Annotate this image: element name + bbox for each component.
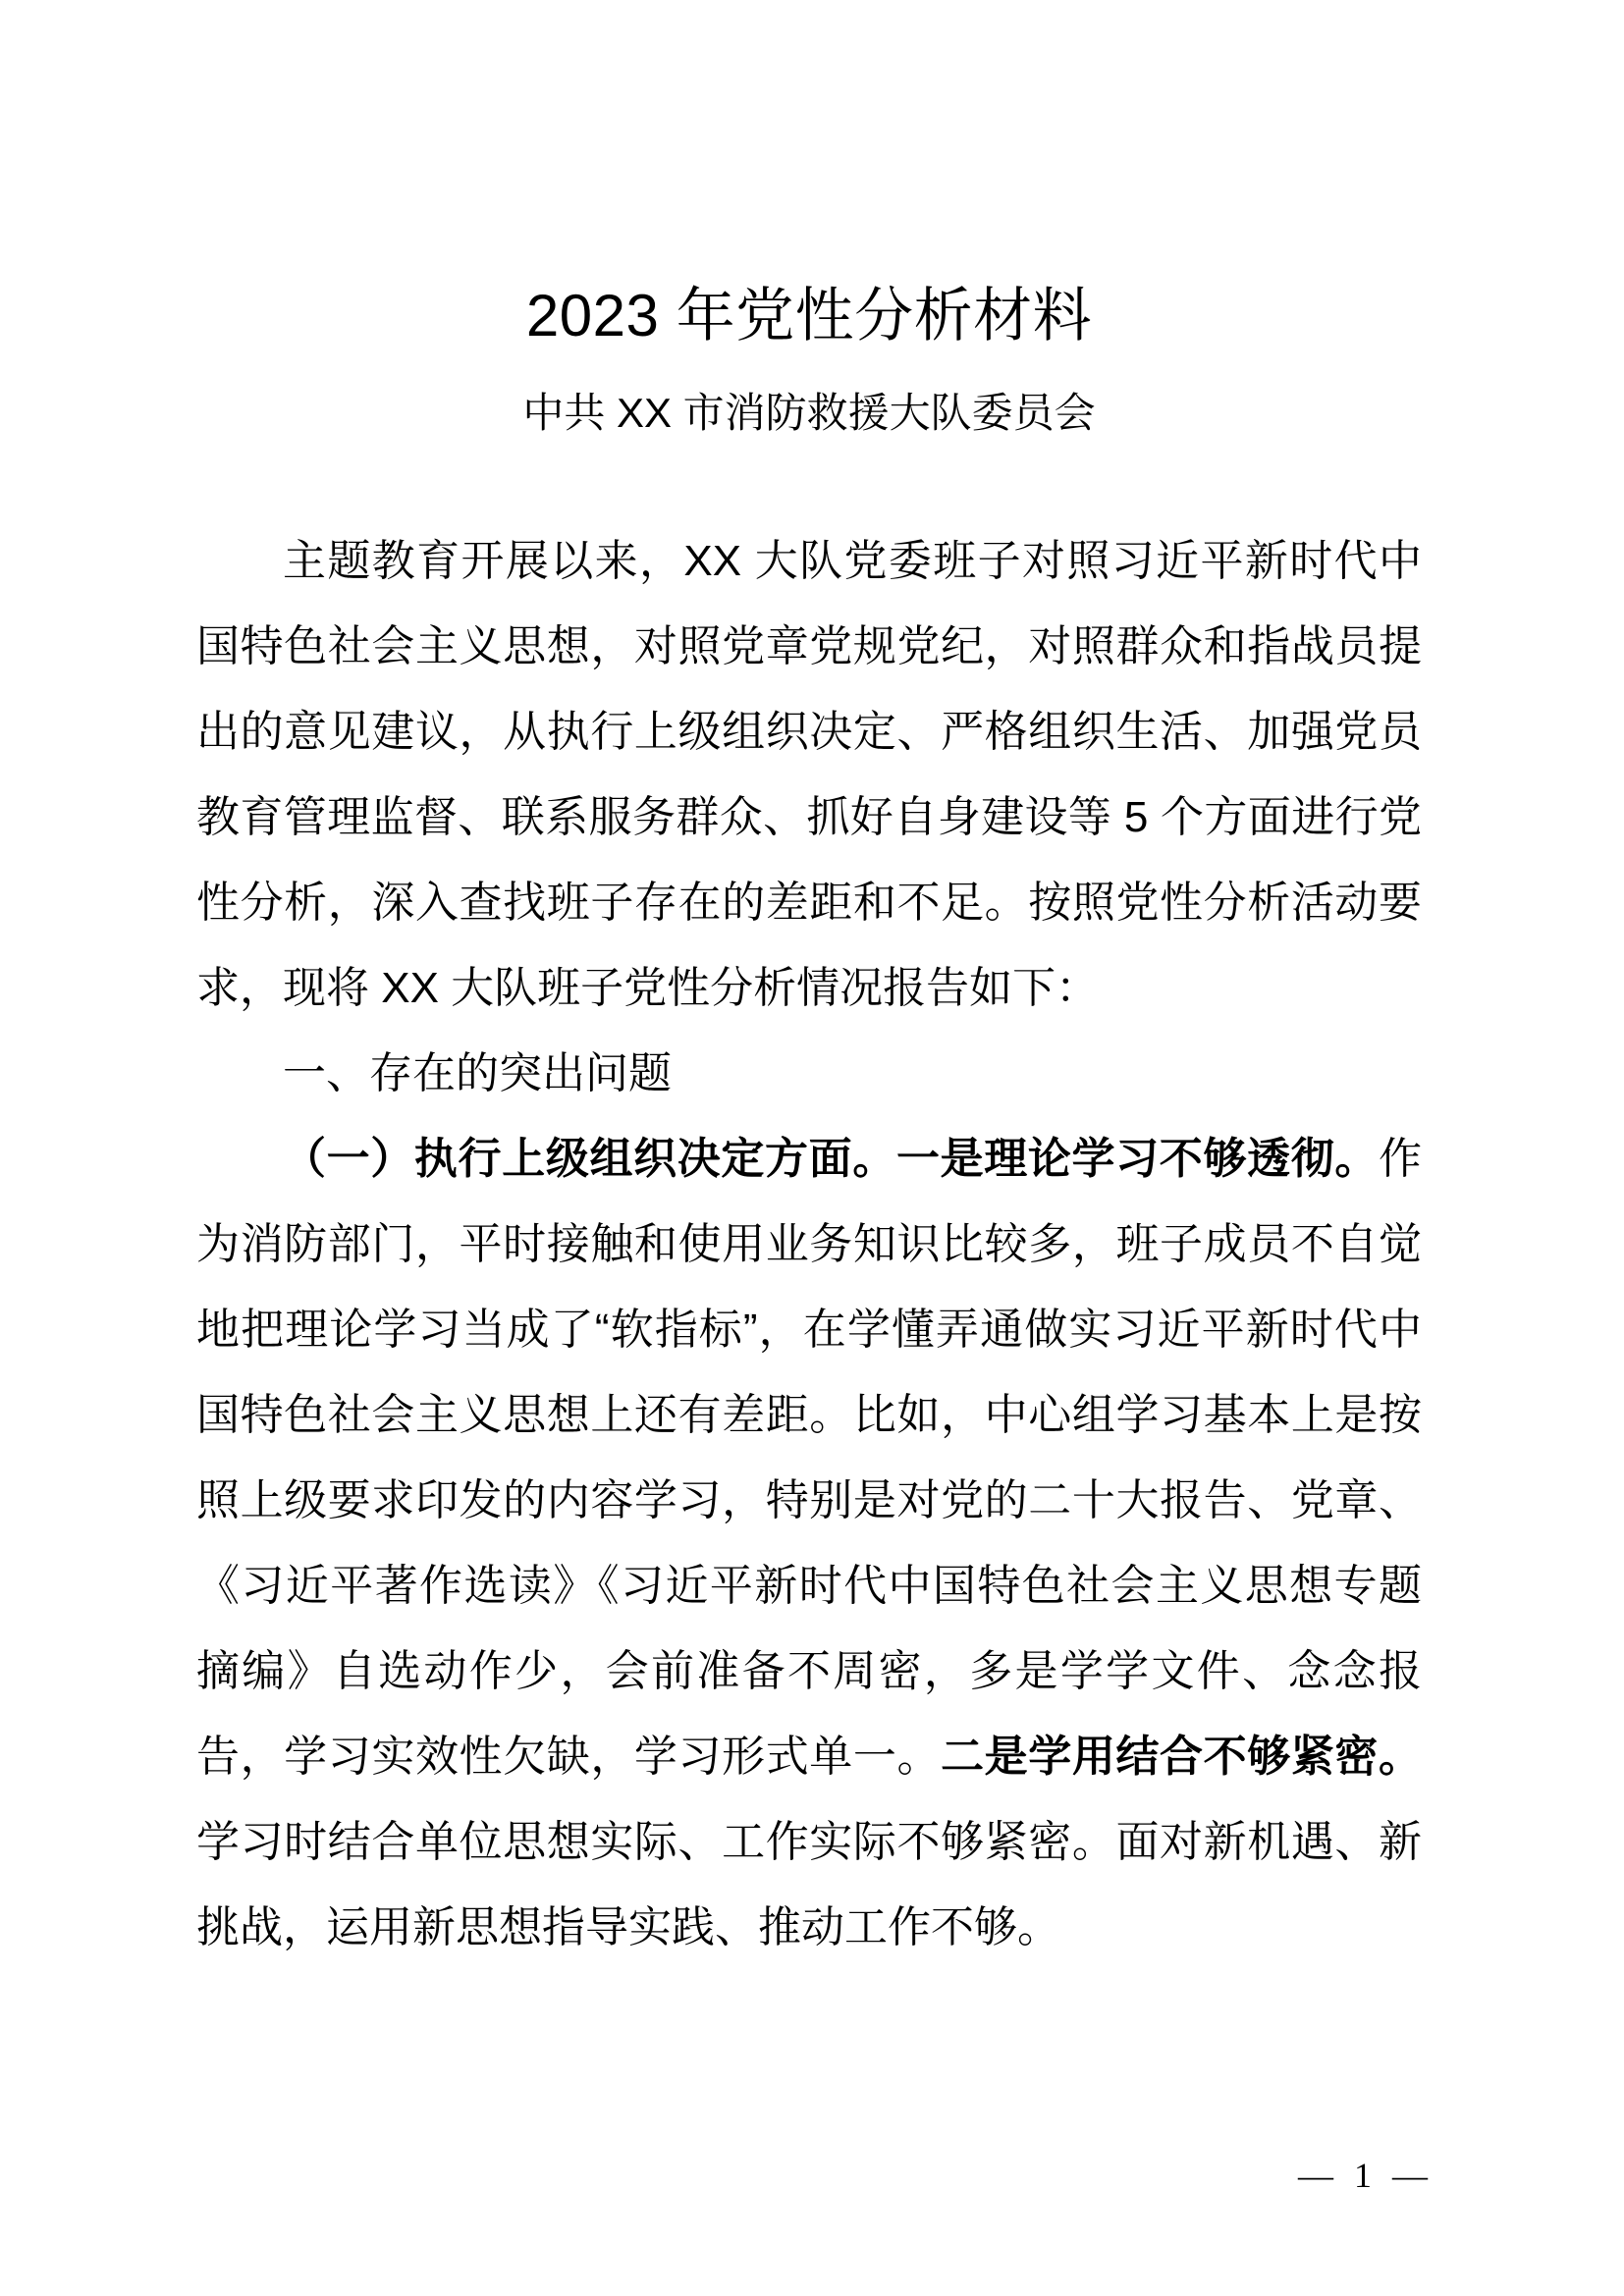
page-number-footer: — 1 — [1298, 2156, 1434, 2195]
paragraph-subsection-1 [196, 1116, 1422, 1970]
subsection-bold-lead-2: 二是学用结合不够紧密。 [941, 1733, 1423, 1781]
paragraph-intro: 主题教育开展以来，XX 大队党委班子对照习近平新时代中国特色社会主义思想，对照党章党规党纪，对照群众和指战员提出的意见建议，从执行上级组织决定、严格组织生活、加强党员教育管理监督、联系服务群众、抓好自身建设等 5 个方面进行党性分析，深入查找班子存在的差距和不足。按照党性分析活动要求，现将 XX 大队班子党性分析情况报告如下： [196, 537, 1422, 1012]
subsection-bold-lead: （一）执行上级组织决定方面。一是理论学习不够透彻。 [283, 1135, 1379, 1183]
page-title: 2023 年党性分析材料 [525, 283, 1093, 348]
subsection-text-part-2: 学习时结合单位思想实际、工作实际不够紧密。面对新机遇、新挑战，运用新思想指导实践、推动工作不够。 [196, 1818, 1422, 1951]
section-heading-1: 一、存在的突出问题 [283, 1049, 672, 1097]
document-body [196, 518, 1422, 1970]
document-subtitle: 中共 XX 市消防救援大队委员会 [522, 390, 1096, 436]
subsection-text-part-1: 作为消防部门，平时接触和使用业务知识比较多，班子成员不自觉地把理论学习当成了“软指标”，在学懂弄通做实习近平新时代中国特色社会主义思想上还有差距。比如，中心组学习基本上是按照上级要求印发的内容学习，特别是对党的二十大报告、党章、《习近平著作选读》《习近平新时代中国特色社会主义思想专题摘编》自选动作少，会前准备不周密，多是学学文件、念念报告，学习实效性欠缺，学习形式单一。 [196, 1135, 1422, 1781]
page-content [196, 0, 1422, 1970]
